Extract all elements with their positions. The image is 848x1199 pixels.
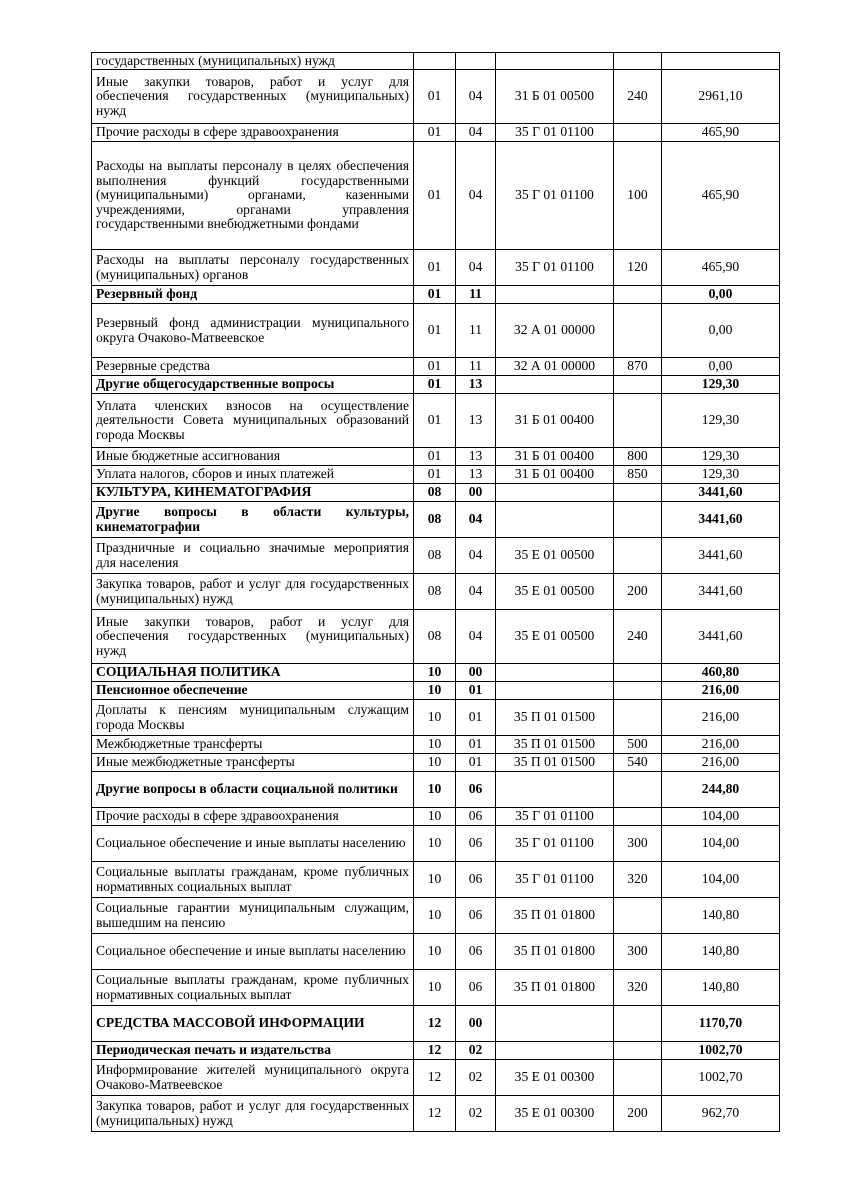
cell-subsection: 06 [456, 808, 496, 826]
cell-amount: 1170,70 [662, 1006, 780, 1042]
cell-target-article [496, 484, 614, 502]
table-row [92, 664, 780, 682]
cell-subsection: 04 [456, 610, 496, 664]
cell-subsection: 11 [456, 304, 496, 358]
cell-expense-type [614, 1006, 662, 1042]
cell-amount: 129,30 [662, 448, 780, 466]
cell-amount: 140,80 [662, 934, 780, 970]
cell-subsection: 04 [456, 124, 496, 142]
cell-subsection: 04 [456, 538, 496, 574]
table-row [92, 1096, 780, 1132]
cell-name: Прочие расходы в сфере здравоохранения [92, 124, 414, 142]
cell-expense-type: 500 [614, 736, 662, 754]
cell-subsection: 06 [456, 898, 496, 934]
cell-amount: 3441,60 [662, 484, 780, 502]
cell-expense-type [614, 484, 662, 502]
cell-subsection: 04 [456, 70, 496, 124]
cell-section: 12 [414, 1006, 456, 1042]
cell-name: Закупка товаров, работ и услуг для государственных (муниципальных) нужд [92, 574, 414, 610]
table-row [92, 826, 780, 862]
cell-section: 01 [414, 250, 456, 286]
cell-section: 10 [414, 826, 456, 862]
cell-name: Пенсионное обеспечение [92, 682, 414, 700]
cell-name: Социальное обеспечение и иные выплаты населению [92, 826, 414, 862]
cell-name: Информирование жителей муниципального округа Очаково-Матвеевское [92, 1060, 414, 1096]
cell-subsection: 06 [456, 862, 496, 898]
cell-target-article [496, 502, 614, 538]
cell-amount: 3441,60 [662, 574, 780, 610]
cell-target-article: 35 П 01 01800 [496, 934, 614, 970]
cell-amount: 3441,60 [662, 502, 780, 538]
cell-expense-type [614, 664, 662, 682]
cell-subsection: 06 [456, 934, 496, 970]
table-row [92, 142, 780, 250]
cell-target-article: 31 Б 01 00500 [496, 70, 614, 124]
cell-amount: 129,30 [662, 466, 780, 484]
cell-amount: 244,80 [662, 772, 780, 808]
cell-subsection: 00 [456, 664, 496, 682]
cell-name: Другие общегосударственные вопросы [92, 376, 414, 394]
cell-section: 08 [414, 502, 456, 538]
cell-name: Социальные гарантии муниципальным служащим, вышедшим на пенсию [92, 898, 414, 934]
cell-expense-type [614, 538, 662, 574]
cell-section: 01 [414, 286, 456, 304]
cell-name: Закупка товаров, работ и услуг для государственных (муниципальных) нужд [92, 1096, 414, 1132]
cell-expense-type: 300 [614, 826, 662, 862]
cell-expense-type [614, 53, 662, 70]
cell-expense-type: 240 [614, 70, 662, 124]
cell-target-article: 35 П 01 01500 [496, 736, 614, 754]
cell-subsection: 04 [456, 502, 496, 538]
cell-subsection [456, 53, 496, 70]
cell-amount: 216,00 [662, 700, 780, 736]
cell-expense-type [614, 304, 662, 358]
cell-expense-type [614, 700, 662, 736]
cell-amount: 2961,10 [662, 70, 780, 124]
table-row [92, 394, 780, 448]
cell-target-article: 35 Е 01 00500 [496, 610, 614, 664]
cell-section: 01 [414, 448, 456, 466]
table-row [92, 700, 780, 736]
cell-subsection: 04 [456, 574, 496, 610]
cell-name: КУЛЬТУРА, КИНЕМАТОГРАФИЯ [92, 484, 414, 502]
cell-expense-type [614, 772, 662, 808]
cell-amount: 129,30 [662, 376, 780, 394]
table-row [92, 250, 780, 286]
cell-target-article: 32 А 01 00000 [496, 358, 614, 376]
cell-section: 10 [414, 772, 456, 808]
cell-section: 01 [414, 394, 456, 448]
cell-amount: 104,00 [662, 808, 780, 826]
cell-amount: 1002,70 [662, 1060, 780, 1096]
cell-expense-type: 320 [614, 970, 662, 1006]
cell-target-article: 31 Б 01 00400 [496, 394, 614, 448]
cell-expense-type [614, 898, 662, 934]
cell-section: 08 [414, 484, 456, 502]
cell-subsection: 13 [456, 466, 496, 484]
cell-section [414, 53, 456, 70]
cell-expense-type [614, 286, 662, 304]
cell-amount: 0,00 [662, 358, 780, 376]
cell-amount: 104,00 [662, 826, 780, 862]
table-row [92, 124, 780, 142]
cell-target-article: 35 П 01 01800 [496, 970, 614, 1006]
table-row [92, 286, 780, 304]
cell-expense-type [614, 1042, 662, 1060]
cell-name: Прочие расходы в сфере здравоохранения [92, 808, 414, 826]
cell-subsection: 02 [456, 1096, 496, 1132]
table-row [92, 1060, 780, 1096]
cell-section: 10 [414, 898, 456, 934]
cell-name: Иные закупки товаров, работ и услуг для обеспечения государственных (муниципальных) нужд [92, 610, 414, 664]
cell-name: государственных (муниципальных) нужд [92, 53, 414, 70]
cell-subsection: 06 [456, 970, 496, 1006]
table-row [92, 502, 780, 538]
table-row [92, 808, 780, 826]
cell-name: Иные бюджетные ассигнования [92, 448, 414, 466]
table-row [92, 448, 780, 466]
cell-section: 10 [414, 700, 456, 736]
cell-section: 08 [414, 538, 456, 574]
budget-table [91, 52, 780, 1132]
cell-name: Иные закупки товаров, работ и услуг для обеспечения государственных (муниципальных) нужд [92, 70, 414, 124]
cell-amount: 0,00 [662, 286, 780, 304]
cell-name: Уплата членских взносов на осуществление деятельности Совета муниципальных образований города Москвы [92, 394, 414, 448]
table-row [92, 682, 780, 700]
cell-amount: 465,90 [662, 250, 780, 286]
table-row [92, 610, 780, 664]
cell-expense-type [614, 376, 662, 394]
table-row [92, 538, 780, 574]
cell-name: Социальное обеспечение и иные выплаты населению [92, 934, 414, 970]
cell-expense-type: 200 [614, 574, 662, 610]
cell-section: 01 [414, 124, 456, 142]
cell-target-article: 31 Б 01 00400 [496, 466, 614, 484]
table-row [92, 898, 780, 934]
cell-target-article: 35 П 01 01500 [496, 700, 614, 736]
cell-name: Социальные выплаты гражданам, кроме публичных нормативных социальных выплат [92, 862, 414, 898]
cell-amount: 962,70 [662, 1096, 780, 1132]
table-row [92, 1042, 780, 1060]
cell-target-article [496, 772, 614, 808]
cell-target-article: 35 Г 01 01100 [496, 826, 614, 862]
cell-name: Резервные средства [92, 358, 414, 376]
cell-amount: 3441,60 [662, 610, 780, 664]
cell-target-article: 35 П 01 01800 [496, 898, 614, 934]
cell-name: Расходы на выплаты персоналу государственных (муниципальных) органов [92, 250, 414, 286]
cell-section: 12 [414, 1060, 456, 1096]
cell-expense-type: 100 [614, 142, 662, 250]
cell-name: Межбюджетные трансферты [92, 736, 414, 754]
cell-amount [662, 53, 780, 70]
cell-expense-type [614, 124, 662, 142]
cell-amount: 140,80 [662, 898, 780, 934]
cell-amount: 460,80 [662, 664, 780, 682]
cell-amount: 140,80 [662, 970, 780, 1006]
cell-subsection: 02 [456, 1060, 496, 1096]
cell-target-article: 35 Е 01 00500 [496, 574, 614, 610]
cell-subsection: 13 [456, 376, 496, 394]
cell-expense-type [614, 682, 662, 700]
cell-section: 10 [414, 754, 456, 772]
cell-expense-type: 320 [614, 862, 662, 898]
cell-target-article: 35 Г 01 01100 [496, 142, 614, 250]
table-row [92, 736, 780, 754]
cell-subsection: 06 [456, 826, 496, 862]
cell-subsection: 00 [456, 484, 496, 502]
cell-section: 08 [414, 610, 456, 664]
cell-expense-type [614, 808, 662, 826]
cell-name: Иные межбюджетные трансферты [92, 754, 414, 772]
cell-target-article: 35 П 01 01500 [496, 754, 614, 772]
table-row [92, 304, 780, 358]
cell-section: 10 [414, 736, 456, 754]
cell-section: 10 [414, 664, 456, 682]
cell-amount: 216,00 [662, 682, 780, 700]
cell-section: 10 [414, 862, 456, 898]
cell-expense-type: 870 [614, 358, 662, 376]
cell-expense-type [614, 1060, 662, 1096]
cell-name: Доплаты к пенсиям муниципальным служащим города Москвы [92, 700, 414, 736]
table-row [92, 934, 780, 970]
table-row [92, 484, 780, 502]
cell-amount: 216,00 [662, 754, 780, 772]
cell-amount: 0,00 [662, 304, 780, 358]
cell-name: Резервный фонд администрации муниципального округа Очаково-Матвеевское [92, 304, 414, 358]
cell-subsection: 02 [456, 1042, 496, 1060]
cell-expense-type: 540 [614, 754, 662, 772]
cell-subsection: 13 [456, 394, 496, 448]
cell-subsection: 04 [456, 250, 496, 286]
table-row [92, 754, 780, 772]
cell-target-article [496, 376, 614, 394]
cell-name: Другие вопросы в области культуры, кинематографии [92, 502, 414, 538]
cell-section: 10 [414, 682, 456, 700]
cell-name: Социальные выплаты гражданам, кроме публичных нормативных социальных выплат [92, 970, 414, 1006]
cell-target-article: 35 Е 01 00300 [496, 1060, 614, 1096]
cell-target-article [496, 664, 614, 682]
table-row [92, 70, 780, 124]
cell-target-article: 35 Г 01 01100 [496, 250, 614, 286]
cell-name: Праздничные и социально значимые мероприятия для населения [92, 538, 414, 574]
cell-amount: 216,00 [662, 736, 780, 754]
cell-expense-type: 850 [614, 466, 662, 484]
cell-section: 10 [414, 970, 456, 1006]
cell-target-article: 35 Г 01 01100 [496, 124, 614, 142]
table-row [92, 970, 780, 1006]
cell-section: 01 [414, 466, 456, 484]
cell-name: Резервный фонд [92, 286, 414, 304]
cell-section: 01 [414, 358, 456, 376]
cell-amount: 1002,70 [662, 1042, 780, 1060]
cell-target-article: 35 Е 01 00300 [496, 1096, 614, 1132]
cell-subsection: 11 [456, 358, 496, 376]
budget-table-body [92, 53, 780, 1132]
cell-target-article: 35 Е 01 00500 [496, 538, 614, 574]
cell-amount: 3441,60 [662, 538, 780, 574]
cell-section: 08 [414, 574, 456, 610]
cell-subsection: 00 [456, 1006, 496, 1042]
cell-section: 10 [414, 808, 456, 826]
cell-name: СРЕДСТВА МАССОВОЙ ИНФОРМАЦИИ [92, 1006, 414, 1042]
table-row [92, 466, 780, 484]
cell-target-article [496, 286, 614, 304]
cell-name: Расходы на выплаты персоналу в целях обеспечения выполнения функций государственными (муниципальными) органами, казенными учреждениями, органами управления государственными внебюджетными фондами [92, 142, 414, 250]
cell-target-article: 35 Г 01 01100 [496, 808, 614, 826]
cell-amount: 465,90 [662, 142, 780, 250]
cell-amount: 465,90 [662, 124, 780, 142]
cell-expense-type [614, 394, 662, 448]
cell-subsection: 01 [456, 736, 496, 754]
cell-section: 01 [414, 304, 456, 358]
cell-section: 01 [414, 70, 456, 124]
cell-subsection: 04 [456, 142, 496, 250]
cell-section: 10 [414, 934, 456, 970]
cell-expense-type [614, 502, 662, 538]
cell-name: Периодическая печать и издательства [92, 1042, 414, 1060]
cell-subsection: 06 [456, 772, 496, 808]
table-row [92, 1006, 780, 1042]
cell-section: 12 [414, 1042, 456, 1060]
cell-amount: 129,30 [662, 394, 780, 448]
cell-expense-type: 800 [614, 448, 662, 466]
cell-amount: 104,00 [662, 862, 780, 898]
cell-subsection: 01 [456, 682, 496, 700]
cell-target-article: 31 Б 01 00400 [496, 448, 614, 466]
cell-expense-type: 300 [614, 934, 662, 970]
cell-name: Другие вопросы в области социальной политики [92, 772, 414, 808]
cell-target-article [496, 682, 614, 700]
cell-target-article: 35 Г 01 01100 [496, 862, 614, 898]
cell-section: 01 [414, 376, 456, 394]
table-row [92, 376, 780, 394]
cell-target-article [496, 53, 614, 70]
cell-target-article: 32 А 01 00000 [496, 304, 614, 358]
cell-subsection: 01 [456, 754, 496, 772]
cell-section: 12 [414, 1096, 456, 1132]
table-row [92, 772, 780, 808]
cell-subsection: 11 [456, 286, 496, 304]
cell-expense-type: 120 [614, 250, 662, 286]
table-row [92, 53, 780, 70]
table-row [92, 574, 780, 610]
cell-expense-type: 240 [614, 610, 662, 664]
cell-expense-type: 200 [614, 1096, 662, 1132]
cell-section: 01 [414, 142, 456, 250]
cell-subsection: 01 [456, 700, 496, 736]
cell-name: Уплата налогов, сборов и иных платежей [92, 466, 414, 484]
cell-target-article [496, 1006, 614, 1042]
cell-subsection: 13 [456, 448, 496, 466]
table-row [92, 358, 780, 376]
cell-name: СОЦИАЛЬНАЯ ПОЛИТИКА [92, 664, 414, 682]
table-row [92, 862, 780, 898]
cell-target-article [496, 1042, 614, 1060]
